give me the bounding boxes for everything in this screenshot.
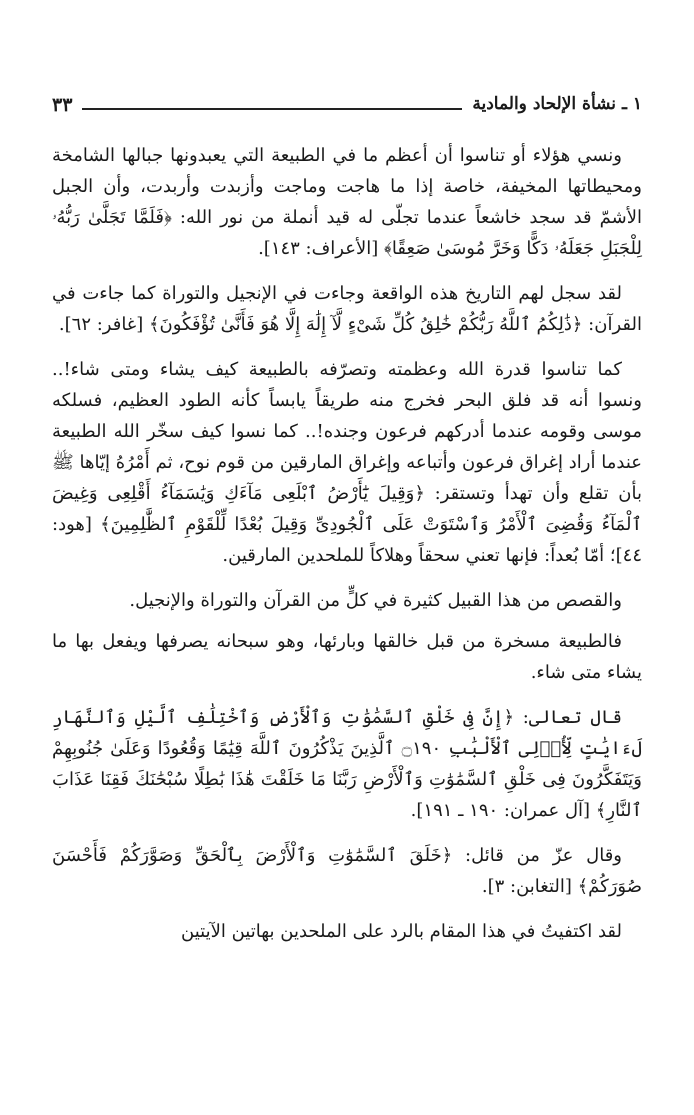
paragraph: فالطبيعة مسخرة من قبل خالقها وبارئها، وهو سبحانه يصرفها ويفعل بها ما يشاء متى شاء. [52,631,642,683]
page-body [52,140,642,961]
paragraph: ونسي هؤلاء أو تناسوا أن أعظم ما في الطبيعة التي يعبدونها جبالها الشامخة ومحيطاتها المخيفة، خاصة إذا ما هاجت وماجت وأزبدت وأربدت، وأن الجبل الأشمّ قد سجد خاشعاً عندما تجلّى له قيد أنملة من نور الله: ﴿فَلَمَّا تَجَلَّىٰ رَبُّهُۥ لِلْجَبَلِ جَعَلَهُۥ دَكًّا وَخَرَّ مُوسَىٰ صَعِقًا﴾ [الأعراف: ١٤٣]. [52,145,642,259]
paragraph: قال تعالى: ﴿إِنَّ فِى خَلْقِ ٱلسَّمَٰوَٰتِ وَٱلْأَرْضِ وَٱخْتِلَٰفِ ٱلَّيْلِ وَٱلنَّهَارِ لَءَايَٰتٍ لِّأُو۟لِى ٱلْأَلْبَٰبِ ۝١٩٠ ٱلَّذِينَ يَذْكُرُونَ ٱللَّهَ قِيَٰمًا وَقُعُودًا وَعَلَىٰ جُنُوبِهِمْ وَيَتَفَكَّرُونَ فِى خَلْقِ ٱلسَّمَٰوَٰتِ وَٱلْأَرْضِ رَبَّنَا مَا خَلَقْتَ هَٰذَا بَٰطِلًا سُبْحَٰنَكَ فَقِنَا عَذَابَ ٱلنَّارِ﴾ [آل عمران: ١٩٠ ـ ١٩١]. [52,707,642,821]
paragraph: وقال عزّ من قائل: ﴿خَلَقَ ٱلسَّمَٰوَٰتِ وَٱلْأَرْضَ بِٱلْحَقِّ وَصَوَّرَكُمْ فَأَحْسَنَ صُوَرَكُمْ﴾ [التغابن: ٣]. [52,845,642,897]
page-header [52,84,642,120]
page-number: ٣٣ [52,94,73,116]
paragraph: كما تناسوا قدرة الله وعظمته وتصرّفه بالطبيعة كيف يشاء ومتى شاء!.. ونسوا أنه قد فلق البحر فخرج منه طريقاً يابساً كأنه الطود العظيم، فسلكه موسى وقومه عندما أدركهم فرعون وجنده!.. كما نسوا كيف سخّر الله الطبيعة عندما أراد إغراق فرعون وأتباعه وإغراق المارقين من قوم نوح، ثم أَمْرُهُ إيّاها ﷺ بأن تقلع وأن تهدأ وتستقر: ﴿وَقِيلَ يَٰٓأَرْضُ ٱبْلَعِى مَآءَكِ وَيَٰسَمَآءُ أَقْلِعِى وَغِيضَ ٱلْمَآءُ وَقُضِىَ ٱلْأَمْرُ وَٱسْتَوَتْ عَلَى ٱلْجُودِىِّ وَقِيلَ بُعْدًا لِّلْقَوْمِ ٱلظَّٰلِمِينَ﴾ [هود: ٤٤]؛ أمّا بُعداً: فإنها تعني سحقاً وهلاكاً للملحدين المارقين. [52,359,642,566]
paragraph: والقصص من هذا القبيل كثيرة في كلٍّ من القرآن والتوراة والإنجيل. [129,590,622,611]
running-title: ١ ـ نشأة الإلحاد والمادية [472,94,642,114]
paragraph: لقد سجل لهم التاريخ هذه الواقعة وجاءت في الإنجيل والتوراة كما جاءت في القرآن: ﴿ذَٰلِكُمُ ٱللَّهُ رَبُّكُمْ خَٰلِقُ كُلِّ شَىْءٍ لَّآ إِلَٰهَ إِلَّا هُوَ فَأَنَّىٰ تُؤْفَكُونَ﴾ [غافر: ٦٢]. [52,283,642,335]
paragraph: لقد اكتفيتُ في هذا المقام بالرد على الملحدين بهاتين الآيتين [181,921,622,942]
header-rule [82,108,462,110]
